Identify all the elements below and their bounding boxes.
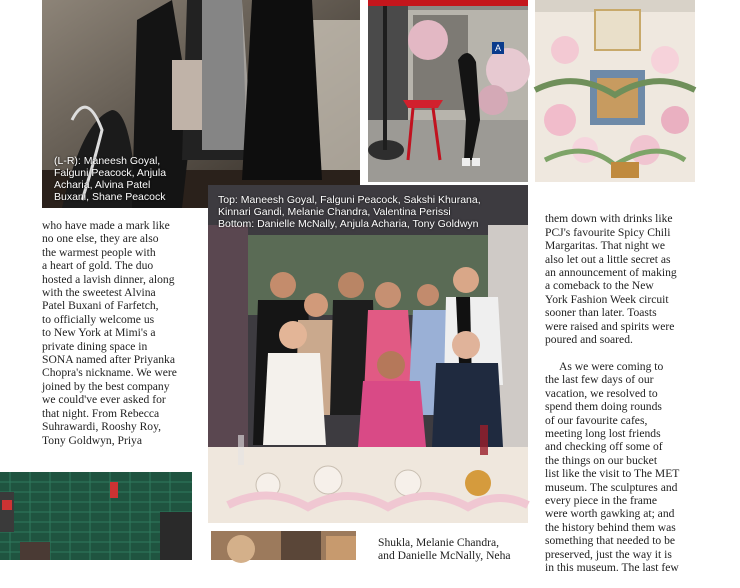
photo-floral-display <box>535 0 695 182</box>
photo-green-facade-art <box>0 472 192 560</box>
photo-dinner-group <box>208 185 528 523</box>
middle-column-text: Shukla, Melanie Chandra, and Danielle McNally, Neha <box>378 536 511 563</box>
photo1-caption: (L-R): Maneesh Goyal, Falguni Peacock, Anjula Acharia, Alvina Patel Buxani, Shane Peacock <box>54 155 167 203</box>
right-column-text <box>545 199 705 588</box>
photo-floral-display-art <box>535 0 695 182</box>
photo-bottom-center-art <box>211 531 356 560</box>
photo-cafe-window <box>368 0 528 182</box>
cafe-sign: A <box>492 42 504 54</box>
right-column-paragraph-2: As we were coming to the last few days of our vacation, we resolved to spend them doing rounds of our favourite cafes, meeting long lost friends and checking off some of the things on our bucket list like the visit to The MET museum. The sculptures and every piece in the frame were worth gawking at; and the history behind them was something that needed to be preserved, just the way it is in this museum. The last few <box>545 359 680 574</box>
right-column-paragraph-1: them down with drinks like PCJ's favourite Spicy Chili Margaritas. That night we also let out a little secret as an announcement of making a comeback to the New York Fashion Week circuit sooner than later. Toasts were raised and spirits were poured and soared. <box>545 212 677 347</box>
photo-green-facade <box>0 472 192 560</box>
photo-cafe-window-art <box>368 0 528 182</box>
photo4-caption: Top: Maneesh Goyal, Falguni Peacock, Sakshi Khurana, Kinnari Gandi, Melanie Chandra, Valentina Perissi Bottom: Danielle McNally, Anjula Acharia, Tony Goldwyn <box>218 194 481 230</box>
photo-dinner-group-art <box>208 185 528 523</box>
photo-bottom-center <box>211 531 356 560</box>
left-column-text: who have made a mark like no one else, they are also the warmest people with a heart of gold. The duo hosted a lavish dinner, along with the sweetest Alvina Patel Buxani of Farfetch, to officially welcome us to New York at Mimi's a private dining space in SONA named after Priyanka Chopra's nickname. We were joined by the best company we could've ever asked for that night. From Rebecca Suhrawardi, Rooshy Roy, Tony Goldwyn, Priya <box>42 219 177 447</box>
